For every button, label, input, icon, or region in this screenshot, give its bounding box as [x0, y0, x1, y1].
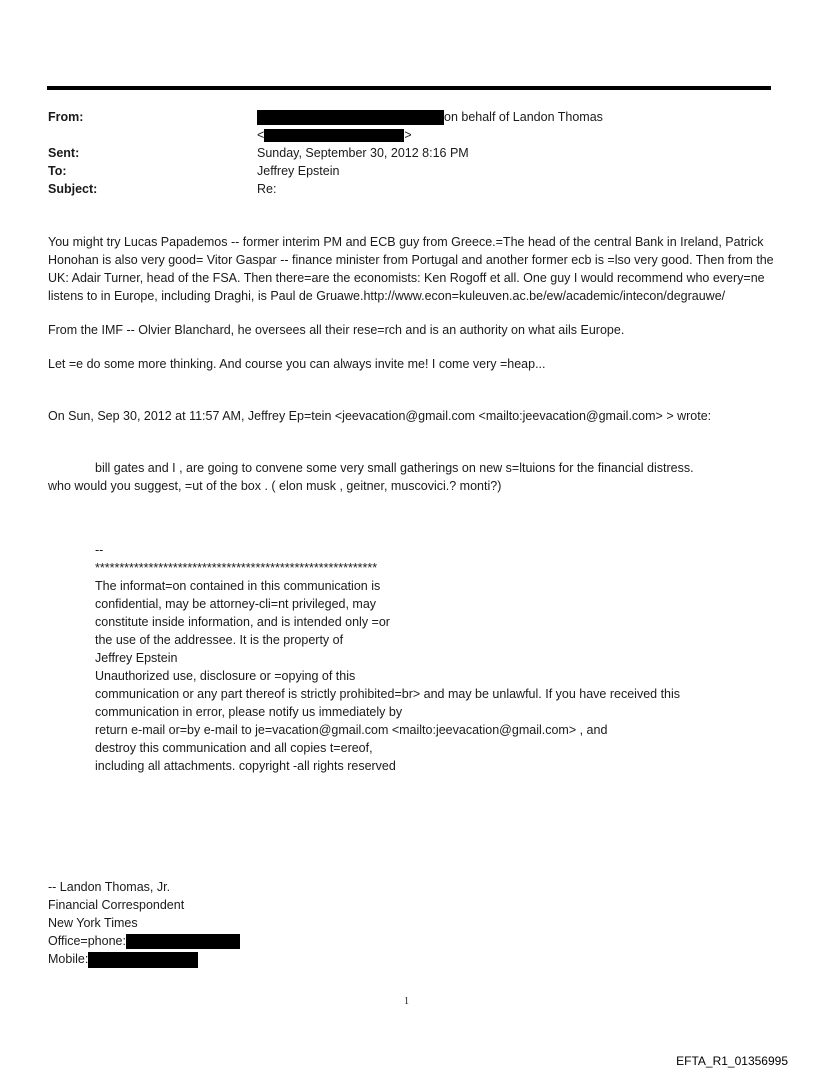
- mobile-row: [48, 950, 240, 968]
- to-row: [48, 162, 768, 180]
- body-paragraph-1: You might try Lucas Papademos -- former interim PM and ECB guy from Greece.=The head of the central Bank in Ireland, Patrick Honohan is also very good= Vitor Gaspar -- finance minister from Portugal and another former ecb is =lso very good. Then from the UK: Adair Turner, head of the FSA. Then there=are the economists: Ken Rogoff et all. One guy I would recommend who every=ne listens to in Europe, including Draghi, is Paul de Gruawe.http://www.econ=kuleuven.ac.be/ew/academic/intecon/degrauwe/: [48, 235, 774, 303]
- quoted-line-2: who would you suggest, =ut of the box . ( elon musk , geitner, muscovici.? monti?): [48, 479, 502, 493]
- email-body: [48, 233, 778, 495]
- notice-line: the use of the addressee. It is the property of: [95, 633, 344, 647]
- notice-line: destroy this communication and all copies t=ereof,: [95, 741, 373, 755]
- notice-line: constitute inside information, and is intended only =or: [95, 615, 390, 629]
- document-id: EFTA_R1_01356995: [676, 1054, 788, 1068]
- quoted-line-1: bill gates and I , are going to convene some very small gatherings on new s=ltuions for the financial distress.: [95, 461, 694, 475]
- body-paragraph-2: From the IMF -- Olvier Blanchard, he oversees all their rese=rch and is an authority on what ails Europe.: [48, 323, 625, 337]
- sent-label: Sent:: [48, 146, 80, 160]
- sender-name: -- Landon Thomas, Jr.: [48, 880, 171, 894]
- body-paragraph-3: Let =e do some more thinking. And course you can always invite me! I come very =heap...: [48, 357, 546, 371]
- office-phone-label: Office=phone:: [48, 934, 126, 948]
- from-label: From:: [48, 110, 84, 124]
- notice-line: confidential, may be attorney-cli=nt privileged, may: [95, 597, 377, 611]
- redaction-box: [257, 110, 444, 125]
- notice-line: Unauthorized use, disclosure or =opying of this: [95, 669, 356, 683]
- notice-line: Jeffrey Epstein: [95, 651, 178, 665]
- to-value: Jeffrey Epstein: [257, 164, 340, 178]
- notice-line: communication or any part thereof is strictly prohibited=br> and may be unlawful. If you have received this: [95, 687, 681, 701]
- mobile-label: Mobile:: [48, 952, 89, 966]
- sender-title: Financial Correspondent: [48, 898, 185, 912]
- subject-label: Subject:: [48, 182, 98, 196]
- notice-line: return e-mail or=by e-mail to je=vacation@gmail.com <mailto:jeevacation@gmail.com> , and: [95, 723, 608, 737]
- sig-dashes: --: [95, 543, 104, 557]
- sender-signature: [48, 878, 240, 968]
- sent-row: [48, 144, 768, 162]
- subject-row: [48, 180, 768, 198]
- subject-value: Re:: [257, 182, 277, 196]
- to-label: To:: [48, 164, 67, 178]
- sent-value: Sunday, September 30, 2012 8:16 PM: [257, 146, 469, 160]
- sender-org: New York Times: [48, 916, 138, 930]
- from-row: [48, 108, 768, 126]
- from-bracket-open: <: [257, 128, 265, 142]
- redaction-box: [88, 952, 198, 968]
- page-number: 1: [404, 996, 409, 1007]
- from-row-2: [48, 126, 768, 144]
- confidentiality-notice: [95, 541, 775, 775]
- email-header: [48, 108, 768, 198]
- quoted-message: [48, 459, 778, 495]
- notice-line: communication in error, please notify us immediately by: [95, 705, 403, 719]
- reply-attribution: On Sun, Sep 30, 2012 at 11:57 AM, Jeffrey Ep=tein <jeevacation@gmail.com <mailto:jeevacation@gmail.com> > wrote:: [48, 409, 712, 423]
- office-phone-row: [48, 932, 240, 950]
- redaction-box: [264, 129, 404, 142]
- from-value: on behalf of Landon Thomas: [444, 110, 603, 124]
- redaction-box: [126, 934, 240, 949]
- notice-line: including all attachments. copyright -all rights reserved: [95, 759, 396, 773]
- sig-stars: **********************************************************: [95, 561, 378, 575]
- from-bracket-close: >: [404, 128, 412, 142]
- header-rule: [47, 86, 771, 90]
- notice-line: The informat=on contained in this communication is: [95, 579, 381, 593]
